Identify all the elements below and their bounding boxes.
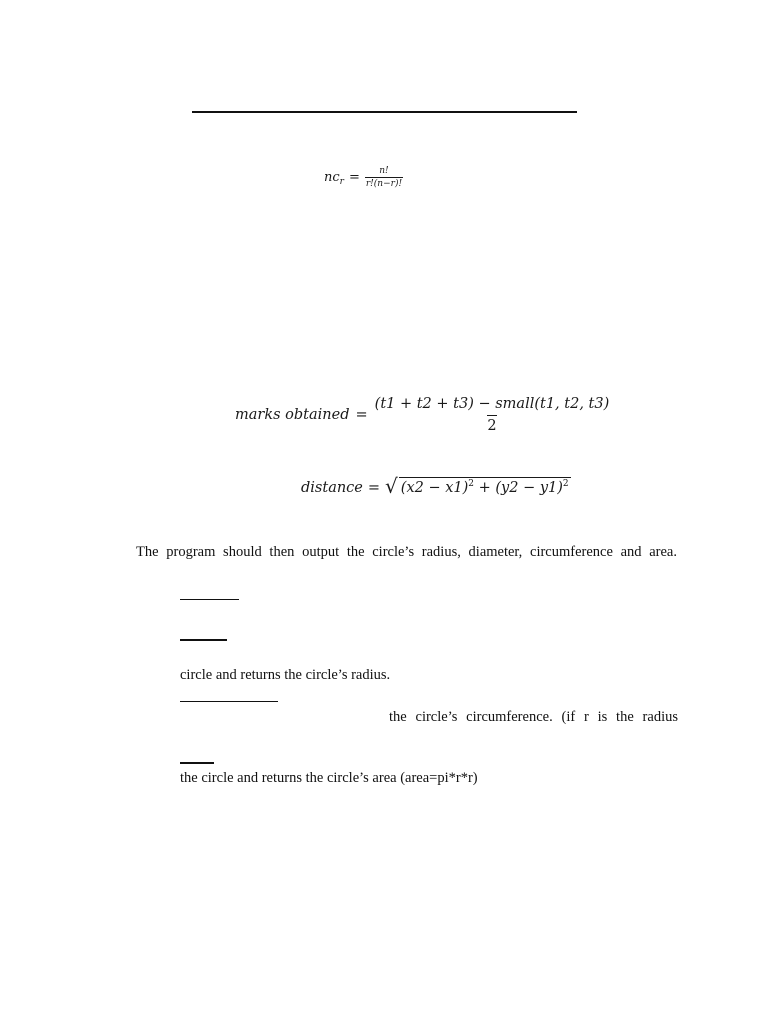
radius-description: circle and returns the circle’s radius. [180,667,391,683]
circumference-description: the circle’s circumference. (if r is the radius [389,709,678,725]
marks-fraction [374,396,611,434]
blank-line-3 [180,701,278,702]
distance-power-y: 2 [562,479,569,490]
header-rule [192,111,577,113]
marks-numerator: (t1 + t2 + t3) − small(t1, t2, t3) [374,396,610,412]
distance-term-y: (y2 − y1) [495,480,563,496]
marks-lhs: marks obtained [235,407,350,423]
distance-term-x: (x2 − x1) [400,480,469,496]
distance-plus: + [474,480,496,496]
blank-line-2 [180,639,227,641]
ncr-lhs-subscript: r [339,177,344,187]
ncr-equals: = [348,170,360,185]
blank-line-4 [180,762,214,764]
square-root-icon: √ [385,474,398,498]
distance-lhs: distance [301,480,363,496]
area-description: the circle and returns the circle’s area (area=pi*r*r) [180,770,478,786]
ncr-denominator: r!(n−r)! [365,179,403,189]
distance-power-x: 2 [468,479,475,490]
distance-radicand [399,477,571,496]
distance-formula [301,476,571,496]
ncr-formula [324,166,403,189]
ncr-fraction [365,166,403,189]
marks-denominator: 2 [487,415,496,434]
ncr-numerator: n! [379,166,389,176]
blank-line-1 [180,599,239,600]
marks-formula [235,396,610,434]
distance-equals: = [367,480,381,496]
ncr-lhs [324,170,344,185]
output-description: The program should then output the circle’s radius, diameter, circumference and area. [136,544,677,560]
ncr-lhs-base: nc [324,170,340,185]
marks-equals: = [355,407,368,423]
